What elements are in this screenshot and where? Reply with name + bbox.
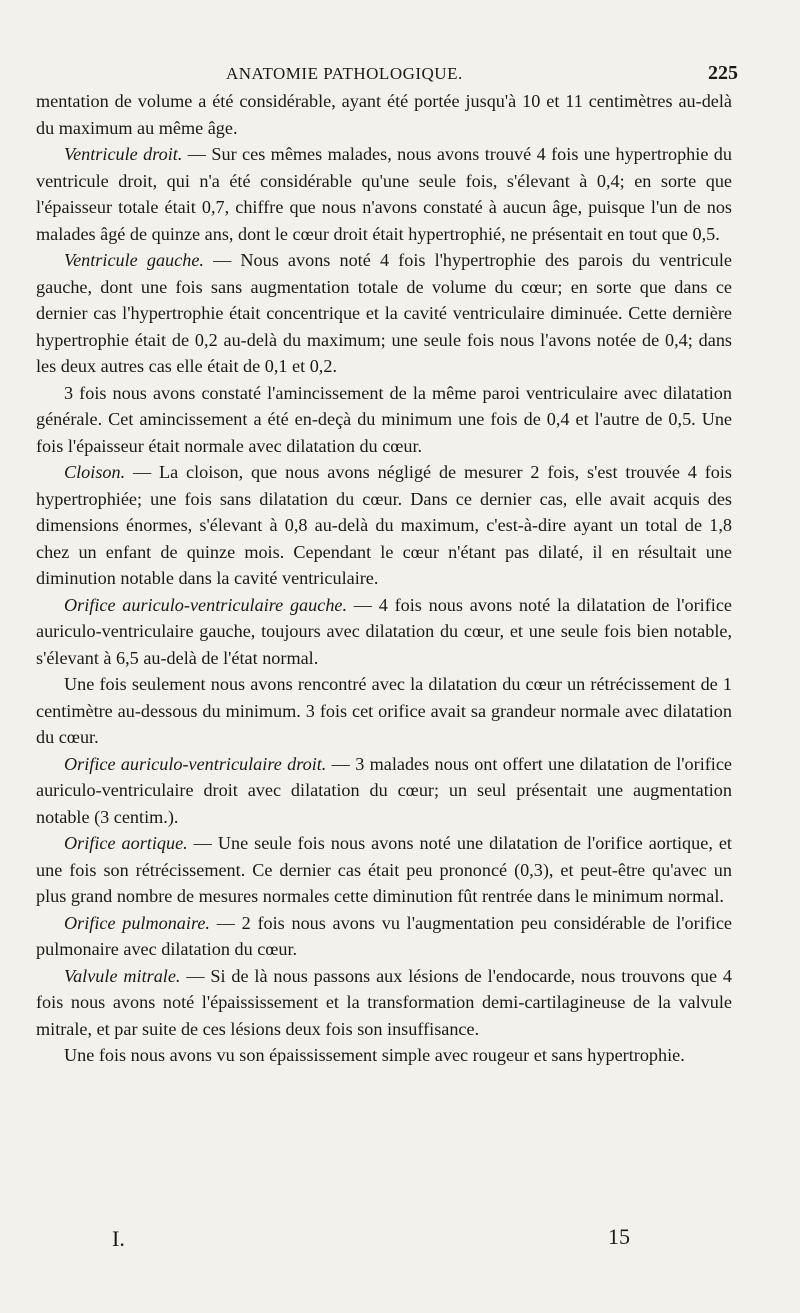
paragraph-lead: Ventricule gauche.: [64, 250, 204, 270]
paragraph: [36, 751, 732, 831]
paragraph: [36, 88, 732, 141]
paragraph-text: — Nous avons noté 4 fois l'hypertrophie des parois du ventricule gauche, dont une fois sans augmentation totale de volume du cœur; en sorte que dans ce dernier cas l'hypertrophie était concentrique et la cavité ventriculaire diminuée. Cette dernière hypertrophie était de 0,2 au-delà du maximum; une seule fois nous l'avons notée de 0,4; dans les deux autres cas elle était de 0,1 et 0,2.: [36, 250, 732, 376]
paragraph: [36, 1042, 732, 1069]
paragraph: [36, 963, 732, 1043]
paragraph-text: — Si de là nous passons aux lésions de l'endocarde, nous trouvons que 4 fois nous avons noté l'épaississement et la transformation demi-cartilagineuse de la valvule mitrale, et par suite de ces lésions deux fois son insuffisance.: [36, 965, 732, 1039]
paragraph-text: — Sur ces mêmes malades, nous avons trouvé 4 fois une hypertrophie du ventricule droit, qui n'a été considérable qu'une seule fois, s'élevant à 0,4; en sorte que l'épaisseur totale était 0,7, chiffre que nous n'avons constaté à aucun âge, puisque l'un de nos malades âgé de quinze ans, dont le cœur droit était hypertrophié, ne présentait en tout que 0,5.: [36, 144, 732, 244]
paragraph-lead: Orifice aortique.: [64, 833, 188, 853]
paragraph-lead: Valvule mitrale.: [64, 965, 181, 986]
body-text: [36, 88, 732, 1069]
paragraph: [36, 141, 732, 247]
paragraph-text: — Une seule fois nous avons noté une dilatation de l'orifice aortique, et une fois son rétrécissement. Ce dernier cas était peu prononcé (0,3), et peut-être qu'avec un plus grand nombre de mesures normales cette diminution fût rentrée dans le minimum normal.: [36, 833, 732, 906]
paragraph: [36, 910, 732, 963]
paragraph-text: Une fois seulement nous avons rencontré avec la dilatation du cœur un rétrécissement de 1 centimètre au-dessous du minimum. 3 fois cet orifice avait sa grandeur normale avec dilatation du cœur.: [36, 674, 732, 747]
paragraph: [36, 671, 732, 751]
paragraph: [36, 592, 732, 672]
signature-mark: I.: [112, 1226, 125, 1251]
paragraph: [36, 380, 732, 460]
paragraph-lead: Orifice auriculo-ventriculaire droit.: [64, 753, 327, 774]
paragraph: [36, 830, 732, 910]
paragraph-lead: Cloison.: [64, 462, 126, 482]
paragraph-text: — 2 fois nous avons vu l'augmentation peu considérable de l'orifice pulmonaire avec dilatation du cœur.: [36, 912, 733, 959]
paragraph-text: — 4 fois nous avons noté la dilatation de l'orifice auriculo-ventriculaire gauche, toujours avec dilatation du cœur, et une seule fois bien notable, s'élevant à 6,5 au-delà de l'état normal.: [36, 594, 732, 668]
paragraph-lead: Ventricule droit.: [64, 144, 183, 164]
running-title: ANATOMIE PATHOLOGIQUE.: [226, 64, 463, 83]
paragraph-text: — La cloison, que nous avons négligé de mesurer 2 fois, s'est trouvée 4 fois hypertrophiée; une fois sans dilatation du cœur. Dans ce dernier cas, elle avait acquis des dimensions énormes, s'élevant à 0,8 au-delà du maximum, c'est-à-dire ayant un total de 1,8 chez un enfant de quinze mois. Cependant le cœur n'étant pas dilaté, il en résultait une diminution notable dans la cavité ventriculaire.: [36, 462, 732, 588]
paragraph-lead: Orifice auriculo-ventriculaire gauche.: [64, 594, 348, 615]
paragraph: [36, 459, 732, 592]
paragraph-text: Une fois nous avons vu son épaississement simple avec rougeur et sans hypertrophie.: [64, 1045, 685, 1065]
paragraph-text: — 3 malades nous ont offert une dilatation de l'orifice auriculo-ventriculaire droit avec dilatation du cœur; un seul présentait une augmentation notable (3 centim.).: [36, 753, 732, 827]
paragraph-lead: Orifice pulmonaire.: [64, 912, 210, 933]
sheet-number: 15: [608, 1224, 630, 1249]
paragraph-text: mentation de volume a été considérable, ayant été portée jusqu'à 10 et 11 centimètres au-delà du maximum au même âge.: [36, 91, 732, 138]
page-footer: [0, 1222, 800, 1262]
page-number: 225: [708, 62, 738, 84]
paragraph-text: 3 fois nous avons constaté l'amincissement de la même paroi ventriculaire avec dilatation générale. Cet amincissement a été en-deçà du minimum une fois de 0,4 et l'autre de 0,5. Une fois l'épaisseur était normale avec dilatation du cœur.: [36, 382, 732, 456]
page-header: [36, 56, 738, 88]
paragraph: [36, 247, 732, 380]
